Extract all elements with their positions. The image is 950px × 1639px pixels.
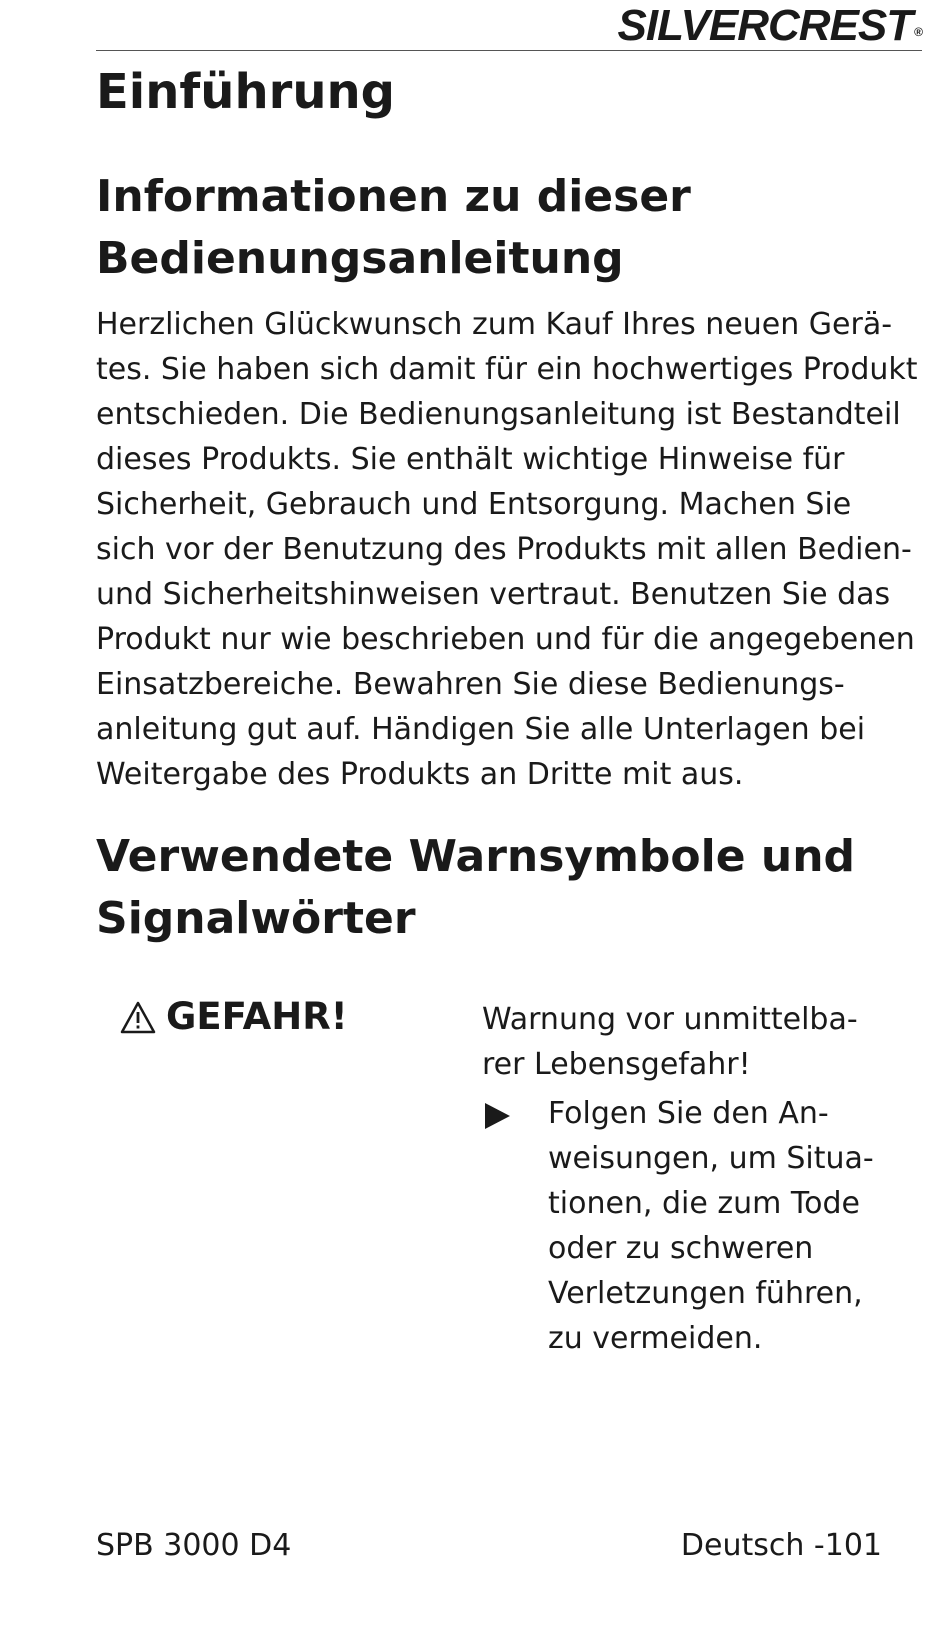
instruction-line: oder zu schweren bbox=[548, 1231, 814, 1266]
paragraph-line: Einsatzbereiche. Bewahren Sie diese Bedienungs- bbox=[96, 667, 845, 702]
paragraph-line: Herzlichen Glückwunsch zum Kauf Ihres neuen Gerä- bbox=[96, 307, 893, 342]
brand-logo-text: SILVERCREST bbox=[617, 1, 913, 50]
section-heading-info bbox=[96, 166, 691, 290]
instruction-line: Verletzungen führen, bbox=[548, 1276, 863, 1311]
signal-word-text: GEFAHR! bbox=[166, 995, 348, 1038]
paragraph-line: anleitung gut auf. Händigen Sie alle Unterlagen bei bbox=[96, 712, 866, 747]
paragraph-line: und Sicherheitshinweisen vertraut. Benutzen Sie das bbox=[96, 577, 891, 612]
instruction-line: Folgen Sie den An- bbox=[548, 1096, 829, 1131]
paragraph-line: Weitergabe des Produkts an Dritte mit aus. bbox=[96, 757, 744, 792]
heading-line: Signalwörter bbox=[96, 893, 416, 944]
paragraph-line: tes. Sie haben sich damit für ein hochwertiges Produkt bbox=[96, 352, 918, 387]
paragraph-line: dieses Produkts. Sie enthält wichtige Hinweise für bbox=[96, 442, 845, 477]
paragraph-line: sich vor der Benutzung des Produkts mit allen Bedien- bbox=[96, 532, 912, 567]
warning-triangle-icon bbox=[120, 1001, 156, 1034]
heading-line: Bedienungsanleitung bbox=[96, 233, 624, 284]
play-arrow-icon bbox=[482, 1102, 512, 1130]
instruction-line: zu vermeiden. bbox=[548, 1321, 763, 1356]
paragraph-line: Produkt nur wie beschrieben und für die angegebenen bbox=[96, 622, 915, 657]
footer-page-number: Deutsch -101 bbox=[680, 1528, 882, 1563]
heading-line: Informationen zu dieser bbox=[96, 171, 691, 222]
paragraph-line: Sicherheit, Gebrauch und Entsorgung. Machen Sie bbox=[96, 487, 852, 522]
instruction-text bbox=[548, 1091, 874, 1361]
signal-word-danger bbox=[120, 992, 348, 1042]
paragraph-line: entschieden. Die Bedienungsanleitung ist Bestandteil bbox=[96, 397, 901, 432]
instruction-line: tionen, die zum Tode bbox=[548, 1186, 860, 1221]
instruction-line: weisungen, um Situa- bbox=[548, 1141, 874, 1176]
footer-model: SPB 3000 D4 bbox=[96, 1528, 292, 1563]
heading-line: Verwendete Warnsymbole und bbox=[96, 831, 856, 882]
danger-description bbox=[482, 997, 858, 1087]
page-title: Einführung bbox=[96, 64, 396, 120]
registered-mark: ® bbox=[914, 25, 922, 39]
header-divider bbox=[96, 50, 922, 51]
description-line: rer Lebensgefahr! bbox=[482, 1047, 751, 1082]
description-line: Warnung vor unmittelba- bbox=[482, 1002, 858, 1037]
brand-logo bbox=[618, 2, 922, 50]
section-heading-warnings bbox=[96, 826, 855, 950]
intro-paragraph bbox=[96, 302, 918, 797]
